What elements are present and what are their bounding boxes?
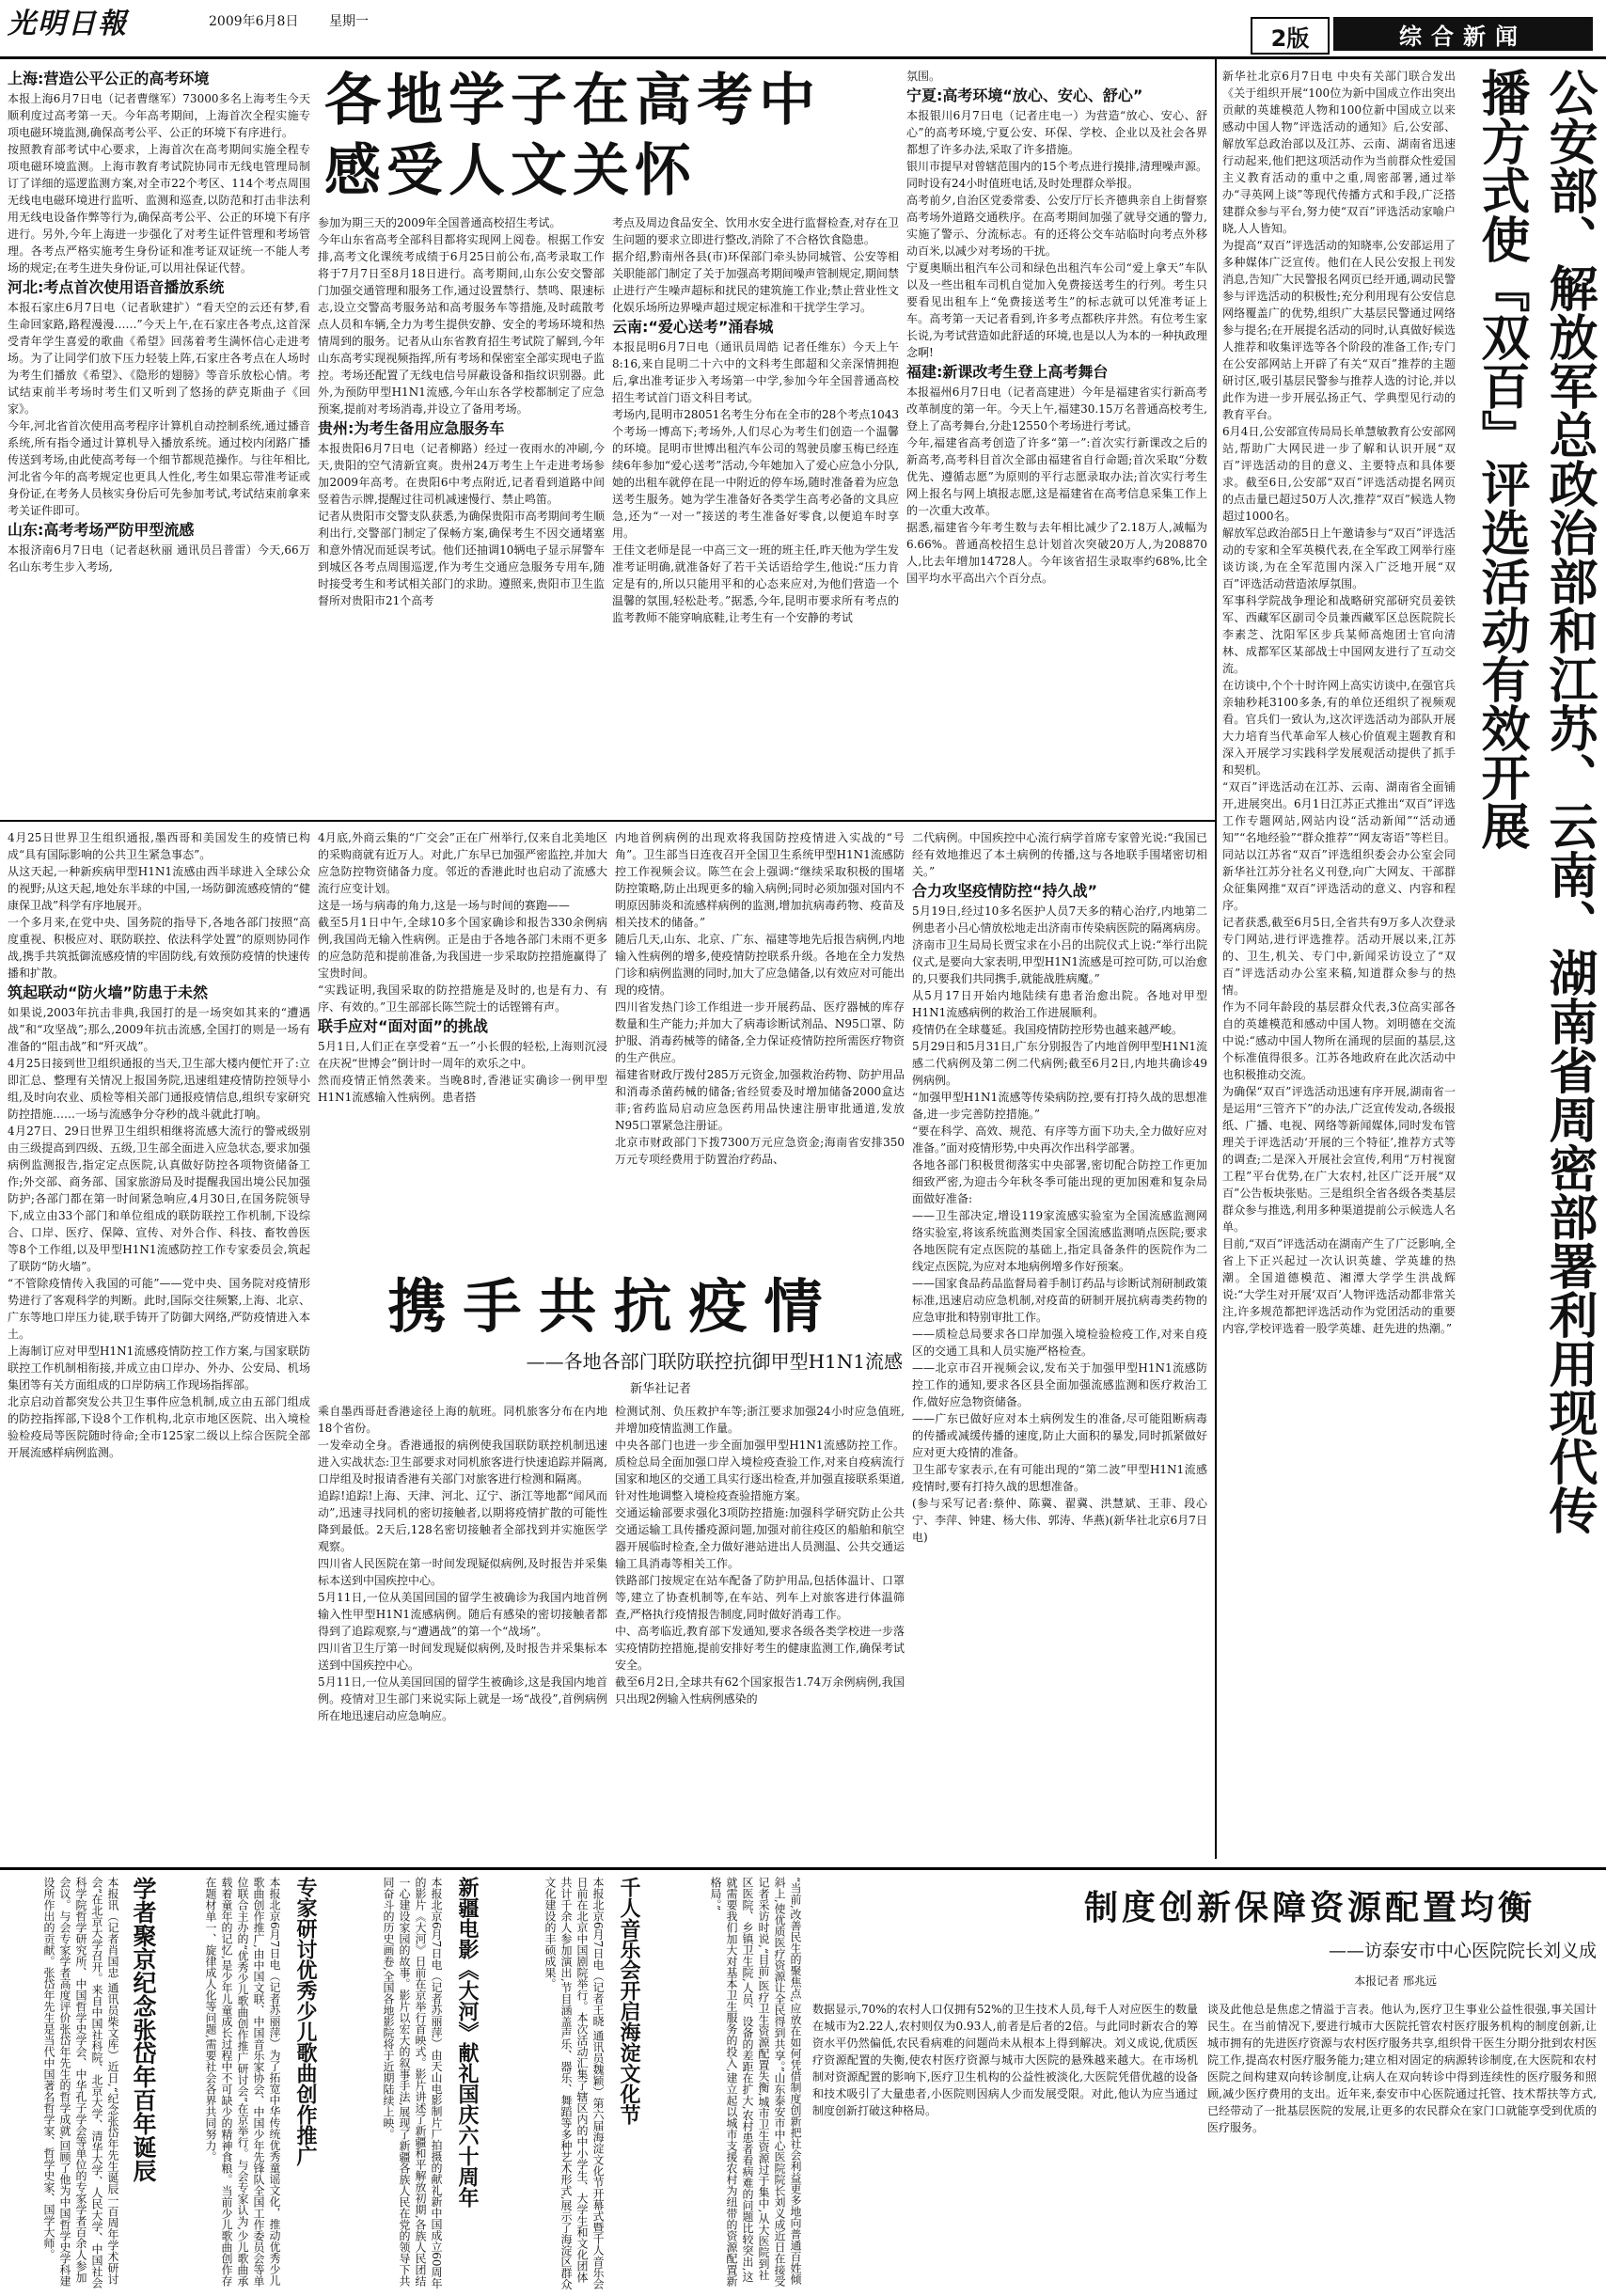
article-paragraph: (参与采写记者:蔡仲、陈冀、翟冀、洪慧斌、王菲、段心宁、李萍、钟建、杨大伟、郭涛、华燕)(新华社北京6月7日电) bbox=[912, 1497, 1207, 1544]
article-paragraph: 考场内,昆明市28051名考生分布在全市的28个考点1043个考场一博高下;考场外,人们尽心为考生们创造一个温馨的环境。昆明市世博出租汽车公司的驾驶员廖玉梅已经连续6年参加“爱心送考”活动,今年她加入了爱心应急小分队,她的出租车就停在昆一中附近的停车场,随时准备着为应急送考生服务。她为学生准备好各类学生高考必备的文具应急,还为“一对一”接送的考生准备好零食,以便追车时享用。 bbox=[612, 408, 899, 540]
section-divider bbox=[0, 1867, 1606, 1870]
section-subhead: 贵州:为考生备用应急服务车 bbox=[318, 419, 505, 437]
article-paragraph: 按照教育部考试中心要求，上海首次在高考期间实施全程专项电磁环境监测。上海市教育考试院协同市无线电管理局制订了详细的巡逻监测方案,对全市22个考区、114个考点周围无线电电磁环境进行监听、监测和巡查,以防范和打击非法利用无线电设备作弊等行为,确保高考公平、公正的环境下有序进行。另外,今年上海进一步强化了对考生证件管理和考场管理。各考点严格实施考生身份证和准考证双证统一不能人考场的规定;在考生进失身份证,可以用社保证代替。 bbox=[8, 143, 310, 275]
article-paragraph: “双百”评选活动在江苏、云南、湖南省全面铺开,进展突出。6月1日江苏正式推出“双百”评选工作专题网站,网站内设“活动新闻”“活动通知”“名地经验”“群众推荐”“网友寄语”等栏目。同站以江苏省“双百”评选组织委会办公室会同新华社江苏分社名义刊登,向广大网友、干部群众征集网推“双百”评选活动的意义、内容和程序。 bbox=[1222, 780, 1456, 912]
article-paragraph: 为提高“双百”评选活动的知晓率,公安部运用了多种媒体广泛宣传。他们在人民公安报上刊发消息,告知广大民警报名网页已经开通,调动民警参与评选活动的积极性;充分利用现有公安信息网络覆盖广的优势,组织广大基层民警通过网络参与提名;在开展提名活动的同时,认真做好候选人推荐和收集评选等各个阶段的准备工作;专门在公安部网站上开辟了有关“双百”推荐的主题研讨区,吸引基层民警参与推荐人选的讨论,并以此作为进一步开展弘扬正气、学典型见行动的教育平台。 bbox=[1222, 239, 1456, 421]
article-paragraph: 5月29日和5月31日,广东分别报告了内地首例甲型H1N1流感二代病例及第二例二代病例;截至6月2日,内地共确诊49例病例。 bbox=[912, 1040, 1207, 1087]
article-paragraph: 作为不同年龄段的基层群众代表,3位高实部各自的英雄模范和感动中国人物。刘明德在交流中说:“感动中国人物所在涌现的层面的基层,这个标准值得很多。江苏各地政府在此次活动中也积极推动交流。 bbox=[1222, 1000, 1456, 1081]
article-paragraph: 北京启动首都突发公共卫生事件应急机制,成立由五部门组成的防控指挥部,下设8个工作机构,北京市地区医院、出入境检验检疫局等医院随时待命;全市125家二级以上综合医院全部开展流感样病例监测。 bbox=[8, 1395, 310, 1459]
article-paragraph: 卫生部专家表示,在有可能出现的“第二波”甲型H1N1流感疫情时,要有打持久战的思想准备。 bbox=[912, 1463, 1207, 1493]
article-paragraph: 银川市提早对曾辖范围内的15个考点进行摸排,清理噪声源。同时设有24小时值班电话,及时处理群众举报。 bbox=[906, 160, 1207, 190]
section-subhead: 山东:高考考场严防甲型流感 bbox=[8, 521, 195, 539]
article-paragraph: 四川省卫生厅第一时间发现疑似病例,及时报告并采集标本送到中国疾控中心。 bbox=[318, 1642, 607, 1672]
article-paragraph: 从5月17日开始内地陆续有患者治愈出院。各地对甲型H1N1流感病例的救治工作进展顺利。 bbox=[912, 989, 1207, 1019]
article-paragraph: 本报贵阳6月7日电（记者柳路）经过一夜雨水的冲刷,今天,贵阳的空气清新宜爽。贵州24万考生上午走进考场参加2009年高考。在贵阳6中考点附近,记者看到道路中间竖着告示牌,提醒过往司机减速慢行、禁止鸣笛。 bbox=[318, 442, 605, 506]
article-paragraph: 军事科学院战争理论和战略研究部研究员姜铁军、西藏军区副司令员兼西藏军区总医院院长李素芝、沈阳军区步兵某师高炮团士官向清林、成都军区某部战士中国网友进行了互动交流。 bbox=[1222, 594, 1456, 675]
article-paragraph: 解放军总政治部5日上午邀请参与“双百”评选活动的专家和全军英模代表,在全军政工网举行座谈访谈,为在全军范围内深入广泛地开展“双百”评选活动营造浓厚氛围。 bbox=[1222, 527, 1456, 590]
article-paragraph: 一发牵动全身。香港通报的病例使我国联防联控机制迅速进入实战状态:卫生部要求对同机旅客进行快速追踪并隔离,口岸组及时报请香港有关部门对旅客进行检测和隔离。 bbox=[318, 1439, 607, 1486]
issue-date: 2009年6月8日 bbox=[209, 14, 299, 29]
article-paragraph: 本报上海6月7日电（记者曹继军）73000多名上海考生今天顺利度过高考第一天。今年高考期间，上海首次全程实施专项电磁环境监测,确保高考公平、公正的环境下有序进行。 bbox=[8, 92, 310, 139]
article-paragraph: 疫情仍在全球蔓延。我国疫情防控形势也越来越严峻。 bbox=[912, 1023, 1184, 1036]
article-paragraph: 参加为期三天的2009年全国普通高校招生考试。 bbox=[318, 216, 561, 229]
article-paragraph: 四川省发热门诊工作组进一步开展药品、医疗器械的库存数量和生产能力;并加大了病毒诊断试剂品、N95口罩、防护服、消毒药械等的储备,全力保证疫情防控所需医疗物资的生产供应。 bbox=[615, 1000, 905, 1064]
section-subhead: 云南:“爱心送考”涌春城 bbox=[612, 318, 774, 336]
brief-4 bbox=[491, 1877, 647, 2290]
article-paragraph: 5月11日,一位从美国回国的留学生被确诊为我国内地首例输入性甲型H1N1流感病例。随后有感染的密切接触者都得到了追踪观察,与“遭遇战”的第一个“战场”。 bbox=[318, 1591, 607, 1638]
lead-headline-line2: 感受人文关怀 bbox=[324, 138, 697, 204]
article-paragraph: 新华社北京6月7日电 中央有关部门联合发出《关于组织开展“100位为新中国成立作出突出贡献的英雄模范人物和100位新中国成立以来感动中国人物”评选活动的通知》后,公安部、解放军总政治部以及江苏、云南、湖南省迅速行动起来,他们把这项活动作为当前群众性爱国主义教育活动的重中之重,周密部署,通过举办“寻英网上谈”等现代传播方式和手段,广泛搭建群众参与平台,努力使“双百”评选活动家喻户晓,人人皆知。 bbox=[1222, 70, 1456, 235]
brief-title: 千人音乐会开启海淀文化节 bbox=[617, 1877, 640, 2125]
article-paragraph: 北京市财政部门下拨7300万元应急资金;海南省安排350万元专项经费用于防置治疗药品、 bbox=[615, 1136, 905, 1166]
column-divider bbox=[1215, 58, 1217, 1859]
lead-column-2 bbox=[318, 214, 605, 815]
section-label: 综合新闻 bbox=[1333, 17, 1593, 51]
article-paragraph: 然而疫情正悄然袭来。当晚8时,香港证实确诊一例甲型H1N1流感输入性病例。患者搭 bbox=[318, 1074, 607, 1104]
brief-text: 本报讯（记者肖国忠 通讯员柴文库）近日,“纪念张岱年先生诞辰一百周年学术研讨会”在北京大学召开。来自中国社科院、北京大学、清华大学、人民大学、中国社会科学院哲学研究所、中国哲学史学会、中华孔子学会等单位的专家学者百余人参加会议。与会专家学者高度评价张岱年先生的哲学成就,回顾了他为中国哲学史学科建设所作出的贡献。张岱年先生是当代中国著名哲学家、哲学史家、国学大师。 bbox=[42, 1877, 119, 2289]
article-paragraph: “实践证明,我国采取的防控措施是及时的,也是有力、有序、有效的。”卫生部部长陈竺院士的话铿锵有声。 bbox=[318, 983, 607, 1014]
brief-text: “当前,改善民生的聚焦点,应放在如何凭借制度创新把社会利益更多地向普通百姓倾斜上,使优质医疗资源让全民得到共享。”山东泰安市中心医院院长刘义成近日在接受记者采访时说,“目前,医疗卫生资源配置失衡,城市卫生资源过于集中,从大医院到社区医院、乡镇卫生院,人员、设备的差距在扩大,农村患者看病难的问题比较突出,这就需要我们加大对基本卫生服务的投入,建立起以城市支援农村为纽带的资源配置新格局。” bbox=[709, 1877, 802, 2287]
article-paragraph: 据悉,福建省今年考生数与去年相比减少了2.18万人,减幅为6.66%。普通高校招生总计划首次突破20万人,为208870人,比去年增加14728人。今年该省招生录取率约68%,比全国平均水平高出六个百分点。 bbox=[906, 521, 1207, 585]
section-subhead: 福建:新课改考生登上高考舞台 bbox=[906, 363, 1109, 381]
article-paragraph: 据介绍,黔南州各县(市)环保部门牵头协同城管、公安等相关职能部门制定了关于加强高考期间噪声管制规定,期间禁止进行产生噪声超标和扰民的建筑施工作业;禁止营业性文化娱乐场所边界噪声超过规定标准和干扰学生学习。 bbox=[612, 250, 899, 314]
h1n1-byline: 新华社记者 bbox=[629, 1382, 691, 1396]
article-paragraph: 乘自墨西哥赶香港途径上海的航班。同机旅客分布在内地18个省份。 bbox=[318, 1405, 607, 1435]
article-paragraph: 4月25日接到世卫组织通报的当天,卫生部大楼内便忙开了:立即汇总、整理有关情况上报国务院,迅速组建疫情防控领导小组,及时向农业、质检等相关部门通报疫情信息,组织专家研究防控措施……一场与流感争分夺秒的战斗就此打响。 bbox=[8, 1057, 310, 1121]
h1n1-column-5 bbox=[318, 1403, 607, 1864]
article-paragraph: 氛围。 bbox=[906, 70, 941, 83]
article-paragraph: 本报昆明6月7日电（通讯员周皓 记者任维东）今天上午8:16,来自昆明二十六中的文科考生郎超和父亲深情拥抱后,拿出准考证步入考场第一中学,参加今年全国普通高校招生考试首门语文科目考试。 bbox=[612, 340, 899, 404]
section-subhead: 河北:考点首次使用语音播放系统 bbox=[8, 278, 225, 296]
feature-body bbox=[1222, 68, 1456, 1854]
interview-subtitle: ——访泰安市中心医院院长刘义成 bbox=[1328, 1941, 1597, 1961]
article-paragraph: “加强甲型H1N1流感等传染病防控,要有打持久战的思想准备,进一步完善防控措施。” bbox=[912, 1091, 1207, 1121]
interview-headline: 制度创新保障资源配置均衡 bbox=[1083, 1889, 1535, 1927]
brief-text: 本报北京6月7日电（记者苏丽萍）由天山电影制片厂拍摄的献礼新中国成立60周年的影片《大河》日前在京举行首映式。影片讲述了新疆和平解放初期,各族人民团结一心建设家园的故事。影片以宏大的叙事手法,展现了新疆各族人民在党的领导下共同奋斗的历史画卷,全国各地影院将于近期陆续上映。 bbox=[382, 1877, 443, 2289]
lead-column-3 bbox=[612, 214, 899, 815]
article-paragraph: 宁夏奥顺出租汽车公司和绿色出租汽车公司“爱上拿天”车队以及一些出租车司机自觉加入免费接送考生的行列。考生只要看见出租车上“免费接送考生”的标志就可以凭准考证上车。高考第一天记者看到,许多考点都秩序井然。有位考生家长说,为考试营造如此舒适的环境,也是以人为本的一种执政理念啊! bbox=[906, 261, 1207, 359]
brief-title: 专家研讨优秀少儿歌曲创作推广 bbox=[293, 1877, 317, 2166]
article-paragraph: 王佳文老师是昆一中高三文一班的班主任,昨天他为学生发准考证明确,就准备好了若干关话语给学生,他说:“压力肯定是有的,所以只能用平和的心态来应对,为他们营造一个温馨的氛围,轻松赴考。”据悉,今年,昆明市要求所有考点的监考教师不能穿响底鞋,让考生有一个安静的考试 bbox=[612, 543, 899, 624]
article-paragraph: 4月25日世界卫生组织通报,墨西哥和美国发生的疫情已构成“具有国际影响的公共卫生紧急事态”。 bbox=[8, 831, 310, 861]
article-paragraph: 5月11日,一位从美国回国的留学生被确诊,这是我国内地首例。疫情对卫生部门来说实际上就是一场“战役”,首例病例所在地迅速启动应急响应。 bbox=[318, 1675, 607, 1722]
article-paragraph: 上海制订应对甲型H1N1流感疫情防控工作方案,与国家联防联控工作机制相衔接,并成立由口岸办、外办、公安局、机场集团等有关方面组成的口岸防病工作现场指挥部。 bbox=[8, 1345, 310, 1392]
article-paragraph: 今年,河北省首次使用高考程序计算机自动控制系统,通过播音系统,所有指令通过计算机导入播放系统。通过校内闭路广播传送到考场,由此使高考每一个细节都规范操作。与往年相比,河北省今年的高考规定也更具人性化,考生如果忘带准考证或身份证,在考务人员核实身份后可先参加考试,考试结束前拿来考关证件即可。 bbox=[8, 419, 310, 517]
brief-text: 本报北京6月7日电（记者王晓 通讯员魏颖）第六届海淀文化节开幕式暨千人音乐会日前在北京中国剧院举行。本次活动汇集了辖区内的中小学生、大学生和文化团体共计千余人参加演出,节目涵盖声乐、器乐、舞蹈等多种艺术形式,展示了海淀区群众文化建设的丰硕成果。 bbox=[543, 1877, 605, 2290]
section-subhead: 合力攻坚疫情防控“持久战” bbox=[912, 882, 1098, 900]
article-paragraph: 5月1日,人们正在享受着“五一”小长假的轻松,上海则沉浸在庆祝“世博会”倒计时一周年的欢乐之中。 bbox=[318, 1040, 607, 1070]
brief-title: 学者聚京纪念张岱年百年诞辰 bbox=[130, 1877, 157, 2182]
masthead: 光明日報 bbox=[8, 8, 128, 38]
article-paragraph: 记者从贵阳市交警支队获悉,为确保贵阳市高考期间考生顺利出行,交警部门制定了保畅方案,确保考生不因交通堵塞和意外情况而延误考试。他们还抽调10辆电子显示屏警车到城区各考点周围巡逻,作为考生交通应急服务专用车,随时接受考生和考试相关部门的求助。遵照来,贵阳市卫生监督所对贵阳市21个高考 bbox=[318, 510, 605, 607]
lead-column-1 bbox=[8, 68, 310, 815]
article-paragraph: 截至6月2日,全球共有62个国家报告1.74万余例病例,我国只出现2例输入性病例感染的 bbox=[615, 1675, 905, 1706]
article-paragraph: 今年,福建省高考创造了许多“第一”:首次实行新课改之后的新高考,高考科目首次全部由福建省自行命题;首次采取“分数优先、遵循志愿”为原则的平行志愿录取办法;首次实行考生网上报名与网上填报志愿,这是福建省在高考信息采集工作上的一次重大改革。 bbox=[906, 436, 1207, 517]
article-paragraph: 4月底,外商云集的“广交会”正在广州举行,仅来自北美地区的采购商就有近万人。对此,广东早已加强严密监控,并加大应急防控物资储备力度。邻近的香港此时也启动了流感大流行应变计划。 bbox=[318, 831, 607, 895]
article-paragraph: “不管除疫情传入我国的可能”——党中央、国务院对疫情形势进行了客观科学的判断。此时,国际交往频繁,上海、北京、广东等地口岸压力徒,联手铸开了防御大网络,严防疫情进入本土。 bbox=[8, 1277, 310, 1341]
article-paragraph: 随后几天,山东、北京、广东、福建等地先后报告病例,内地输入性病例的增多,使疫情防控联系升级。各地在全力发热门诊和病例监测的同时,加大了应急储备,以有效应对可能出现的疫情。 bbox=[615, 933, 905, 997]
lead-headline-line1: 各地学子在高考中 bbox=[324, 68, 821, 134]
article-paragraph: 在访谈中,个个十时许网上高实访谈中,在强官兵亲轴秒耗3100多条,有的单位还组织了视频观看。官兵们一致认为,这次评选活动为部队开展大力培育当代革命军人核心价值观主题教育和深入开展学习实践科学发展观活动提供了抓手和契机。 bbox=[1222, 679, 1456, 777]
article-paragraph: 4月27日、29日世界卫生组织相继将流感大流行的警戒级别由三级提高到四级、五级,卫生部全面进入应急状态,要求加强病例监测报告,指定定点医院,认真做好防控各项物资储备工作;外交部、商务部、国家旅游局及时提醒我国出境公民加强防护;各部门都在第一时间紧急响应,4月30日,在国务院领导下,成立由33个部门和单位组成的联防联控工作机制,下设综合、口岸、医疗、保障、宣传、对外合作、科技、畜牧兽医等8个工作组,以及甲型H1N1流感防控工作专家委员会,筑起了联防“防火墙”。 bbox=[8, 1124, 310, 1273]
article-paragraph: ——北京市召开视频会议,发布关于加强甲型H1N1流感防控工作的通知,要求各区县全面加强流感监测和医疗救治工作,做好应急物资储备。 bbox=[912, 1361, 1207, 1408]
page-number: 2版 bbox=[1251, 17, 1330, 55]
article-paragraph: 交通运输部要求强化3项防控措施:加强科学研究防止公共交通运输工具传播疫源问题,加强对前往疫区的船舶和航空器开展临时检查,全力做好港站进出人员测温、公共交通运输工具消毒等相关工作。 bbox=[615, 1506, 905, 1570]
article-paragraph: 考点及周边食品安全、饮用水安全进行监督检查,对存在卫生问题的要求立即进行整改,消除了不合格饮食隐患。 bbox=[612, 216, 899, 246]
article-paragraph: ——广东已做好应对本土病例发生的准备,尽可能阻断病毒的传播或减缓传播的速度,防止大面积的暴发,同时抓紧做好应对更大疫情的准备。 bbox=[912, 1412, 1207, 1459]
section-subhead: 联手应对“面对面”的挑战 bbox=[318, 1017, 489, 1035]
article-paragraph: 6月4日,公安部宣传局局长单慧敏教育公安部网站,帮助广大网民进一步了解和认识开展“双百”评选活动的目的意义、主要特点和具体要求。截至6日,公安部“双百”评选活动提名网页的点击量已超过50万人次,推荐“双百”候选人物超过1000名。 bbox=[1222, 425, 1456, 523]
header-rule bbox=[0, 56, 1606, 59]
article-paragraph: 各地各部门积极贯彻落实中央部署,密切配合防控工作更加细致严密,为迎击今年秋冬季可能出现的更加困难和复杂局面做好准备: bbox=[912, 1158, 1207, 1205]
interview-column-1: 数据显示,70%的农村人口仅拥有52%的卫生技术人员,每千人对应医生的数量在城市为2.22人,农村则仅为0.93人,前者是后者的2倍。与此同时新农合的筹资水平仍然偏低,农民看病难的问题尚未从根本上得到解决。刘义成说,优质医疗资源配置的失衡,使农村医疗资源与城市大医院的悬殊越来越大。在市场机制对资源配置的影响下,医疗卫生机构的公益性被淡化,大医院凭借优越的设备和技术吸引了大量患者,小医院则因病人少而发展受限。对此,他认为应当通过制度创新打破这种格局。 bbox=[812, 2003, 1198, 2117]
interview-column-2: 谈及此他总是焦虑之情溢于言表。他认为,医疗卫生事业公益性很强,事关国计民生。在当前情况下,要进行城市大医院托管农村医疗服务机构的制度创新,让城市拥有的先进医疗资源与农村医疗服务共享,组织骨干医生分期分批到农村医院工作,提高农村医疗服务能力;建立相对固定的病源转诊制度,在大医院和农村医院之间构建双向转诊制度,让病人在双向转诊中得到连续性的医疗服务和照顾,减少医疗费用的支出。近年来,泰安市中心医院通过托管、技术帮扶等方式,已经带动了一批基层医院的发展,让更多的农民群众在家门口就能享受到优质的医疗服务。 bbox=[1207, 2003, 1597, 2134]
article-paragraph: 本报济南6月7日电（记者赵秋丽 通讯员吕普雷）今天,66万名山东考生步入考场, bbox=[8, 543, 310, 574]
section-subhead: 筑起联动“防火墙”防患于未然 bbox=[8, 983, 209, 1001]
article-paragraph: “要在科学、高效、规范、有序等方面下功夫,全力做好应对准备。”面对疫情形势,中央再次作出科学部署。 bbox=[912, 1124, 1207, 1155]
article-paragraph: 如果说,2003年抗击非典,我国打的是一场突如其来的“遭遇战”和“攻坚战”;那么,2009年抗击流感,全国打的则是一场有准备的“阻击战”和“歼灭战”。 bbox=[8, 1006, 310, 1053]
article-paragraph: 中央各部门也进一步全面加强甲型H1N1流感防控工作。质检总局全面加强口岸入境检疫查验工作,对来自疫病流行国家和地区的交通工具实行逐出检查,并加强直接联系渠道,针对性地调整入境检疫查验措施方案。 bbox=[615, 1439, 905, 1502]
article-paragraph: 内地首例病例的出现欢将我国防控疫情进入实战的“号角”。卫生部当日连夜召开全国卫生系统甲型H1N1流感防控工作视频会议。陈竺在会上强调:“继续采取积极的围堵防控策略,防止出现更多的输入病例;同时必须加强对国内不明原因肺炎和流感样病例的监测,增加抗病毒药物、疫苗及相关技术的储备。” bbox=[615, 831, 905, 929]
article-paragraph: 目前,“双百”评选活动在湖南产生了广泛影响,全省上下正兴起过一次认识英雄、学英雄的热潮。全国道德模范、湘潭大学学生洪战辉说:“大学生对开展‘双百’人物评选活动都非常关注,许多规范都把评选活动作为党团活动的重要内容,学校评选着一股学英雄、赶先进的热潮。” bbox=[1222, 1237, 1456, 1335]
h1n1-headline: 携手共抗疫情 bbox=[387, 1272, 840, 1341]
brief-title: 新疆电影《大河》献礼国庆六十周年 bbox=[455, 1877, 479, 2208]
article-paragraph: 为确保“双百”评选活动迅速有序开展,湖南省一是运用“三管齐下”的办法,广泛宣传发动,各级报纸、广播、电视、网络等新闻媒体,同时发布管理关于评选活动‘开展的三个特征’,推荐方式等的调查;二是深入开展社会宣传,利用“万村视窗工程”平台优势,在广大农村,社区广泛开展“双百”公告板块张贴。三是组织全省各级各类基层群众参与推选,利用多种渠道提前公示候选人名单。 bbox=[1222, 1085, 1456, 1234]
article-paragraph: ——质检总局要求各口岸加强入境检验检疫工作,对来自疫区的交通工具和人员实施严格检查。 bbox=[912, 1328, 1207, 1358]
interview-byline: 本报记者 邢兆远 bbox=[1354, 1974, 1437, 1988]
article-paragraph: 二代病例。中国疾控中心流行病学首席专家曾光说:“我国已经有效地推迟了本土病例的传播,这与各地联手围堵密切相关。” bbox=[912, 831, 1207, 878]
h1n1-column-3 bbox=[615, 829, 905, 1266]
section-subhead: 宁夏:高考环境“放心、安心、舒心” bbox=[906, 86, 1143, 104]
article-paragraph: 截至5月1日中午,全球10多个国家确诊和报告330余例病例,我国尚无输入性病例。正是由于各地各部门未雨不更多的应急防范和提前准备,为我国进一步采取防控措施赢得了宝贵时间。 bbox=[318, 916, 607, 980]
brief-5 bbox=[653, 1877, 803, 2290]
article-paragraph: 本报福州6月7日电（记者高建进）今年是福建省实行新高考改革制度的第一年。今天上午,福建30.15万名普通高校考生,登上了高考舞台,分赴12550个考场进行考试。 bbox=[906, 385, 1207, 432]
issue-weekday: 星期一 bbox=[329, 14, 369, 29]
article-paragraph: 今年山东省高考全部科目都将实现网上阅卷。根据工作安排,高考文化课统考成绩于6月25日前公布,高考录取工作将于7月7日至8月18日进行。高考期间,山东公安交警部门加强交通管理和服务工作,通过设置禁行、禁鸣、限速标志,设立交警高考服务站和高考服务车等措施,及时疏散考点人员和车辆,全力为考生提供安静、安全的考场环境和热情周到的服务。记者从山东省教育招生考试院了解到,今年山东高考实现视频指挥,所有考场和保密室全部实现电子监控。考场还配置了无线电信号屏蔽设备和指纹识别器。此外,为预防甲型H1N1流感,今年山东各学校都制定了应急预案,提前对考场消毒,并设立了备用考场。 bbox=[318, 233, 605, 416]
article-paragraph: 从这天起,一种新疾病甲型H1N1流感由西半球进入全球公众的视野;从这天起,地处东半球的中国,一场防御流感疫情的“健康保卫战”科学有序地展开。 bbox=[8, 865, 310, 912]
article-paragraph: 这是一场与病毒的角力,这是一场与时间的赛跑—— bbox=[318, 899, 570, 912]
brief-2 bbox=[167, 1877, 323, 2290]
article-paragraph: 四川省人民医院在第一时间发现疑似病例,及时报告并采集标本送到中国疾控中心。 bbox=[318, 1557, 607, 1587]
h1n1-column-4 bbox=[912, 829, 1207, 1864]
section-subhead: 上海:营造公平公正的高考环境 bbox=[8, 70, 210, 87]
article-paragraph: 铁路部门按规定在站车配备了防护用品,包括体温计、口罩等,建立了协查机制等,在车站、列车上对旅客进行体温筛查,严格执行疫情报告制度,同时做好消毒工作。 bbox=[615, 1574, 905, 1621]
article-paragraph: 高考前夕,自治区党委常委、公安厅厅长齐德典亲自上街督察高考场外道路交通秩序。在高考期间加强了就导交通的警力,实施了警示、分流标志。有的还将公交车站临时向考点外移动百米,以减少对考场的干扰。 bbox=[906, 194, 1207, 258]
article-paragraph: 记者获悉,截至6月5日,全省共有9万多人次登录专门网站,进行评选推荐。活动开展以来,江苏的、卫生,机关、专门中,新闻采访设立了“双百”评选活动办公室来稿,知道群众参与的热情。 bbox=[1222, 916, 1456, 997]
h1n1-column-1 bbox=[8, 829, 310, 1864]
article-paragraph: 5月19日,经过10多名医护人员7天多的精心治疗,内地第二例患者小吕心情放松地走出济南市传染病医院的隔离病房。济南市卫生局局长贾宝求在小吕的出院仪式上说:“举行出院仪式,是要向大家表明,甲型H1N1流感是可控可防,可以治愈的,只要我们共同携手,就能战胜病魔。” bbox=[912, 904, 1207, 985]
article-paragraph: ——卫生部决定,增设119家流感实验室为全国流感监测网络实验室,将该系统监测类国家全国流感监测哨点医院;要求各地医院有定点医院的基础上,指定具备条件的医院作为二线定点医院,为应对本地病例增多作好预案。 bbox=[912, 1209, 1207, 1273]
article-paragraph: 本报石家庄6月7日电（记者耿建扩）“看天空的云还有梦,看生命回家路,路程漫漫……”今天上午,在石家庄各考点,这首深受青年学生喜爱的歌曲《希望》回荡着考生满怀信心走进考场。为了让同学们放下压力轻装上阵,石家庄各考点在人场时为考生们播放《希望》、《隐形的翅膀》等音乐放松心情。考试结束前半考场时考生们又听到了悠扬的萨克斯曲子《回家》。 bbox=[8, 301, 310, 416]
article-paragraph: 检测试剂、负压救护车等;浙江要求加强24小时应急值班,并增加疫情监测工作量。 bbox=[615, 1405, 905, 1435]
article-paragraph: 本报银川6月7日电（记者庄电一）为营造“放心、安心、舒心”的高考环境,宁夏公安、环保、学校、企业以及社会各界都想了许多办法,采取了许多措施。 bbox=[906, 109, 1207, 156]
article-paragraph: ——国家食品药品监督局着手制订药品与诊断试剂研制政策标准,迅速启动应急机制,对疫苗的研制开展抗病毒类药物的应急审批和特别审批工作。 bbox=[912, 1277, 1207, 1324]
h1n1-subtitle: ——各地各部门联防联控抗御甲型H1N1流感 bbox=[526, 1350, 903, 1373]
feature-headline: 公安部、解放军总政治部和江苏、云南、湖南省周密部署利用现代传播方式使『双百』评选活动有效开展 bbox=[1472, 68, 1597, 1534]
article-paragraph: 中、高考临近,教育部下发通知,要求各级各类学校进一步落实疫情防控措施,提前安排好考生的健康监测工作,确保考试安全。 bbox=[615, 1625, 905, 1672]
article-paragraph: 一个多月来,在党中央、国务院的指导下,各地各部门按照“高度重视、积极应对、联防联控、依法科学处置”的原则协同作战,携手共筑抵御流感疫情的牢固防线,有效预防疫情的快速传播和扩散。 bbox=[8, 916, 310, 980]
h1n1-column-6 bbox=[615, 1403, 905, 1864]
section-divider bbox=[0, 820, 1215, 822]
brief-1 bbox=[6, 1877, 162, 2290]
article-paragraph: 福建省财政厅拨付285万元资金,加强救治药物、防护用品和消毒杀菌药械的储备;省经贸委及时增加储备2000盒达菲;省药监局启动应急医药用品快速注册审批通道,发放N95口罩紧急注册证。 bbox=[615, 1068, 905, 1132]
brief-text: 本报北京6月7日电（记者苏丽萍）为了拓宽中华传统优秀童谣文化，推动优秀少儿歌曲创作推广,由中国文联、中国音乐家协会、中国少年先锋队全国工作委员会等单位联合主办的“优秀少儿歌曲创作推广研讨会”在京举行。与会专家认为,少儿歌曲承载着童年的记忆,是少年儿童成长过程中不可缺少的精神食粮。当前少儿歌曲创作存在题材单一、旋律成人化等问题,需要社会各界共同努力。 bbox=[204, 1877, 281, 2288]
lead-column-4 bbox=[906, 68, 1207, 815]
h1n1-column-2 bbox=[318, 829, 607, 1266]
article-paragraph: 追踪!追踪!上海、天津、河北、辽宁、浙江等地都“闻风而动”,迅速寻找同机的密切接触者,以期将疫情扩散的可能性降到最低。2天后,128名密切接触者全部找到并实施医学观察。 bbox=[318, 1489, 607, 1553]
brief-3 bbox=[329, 1877, 485, 2290]
